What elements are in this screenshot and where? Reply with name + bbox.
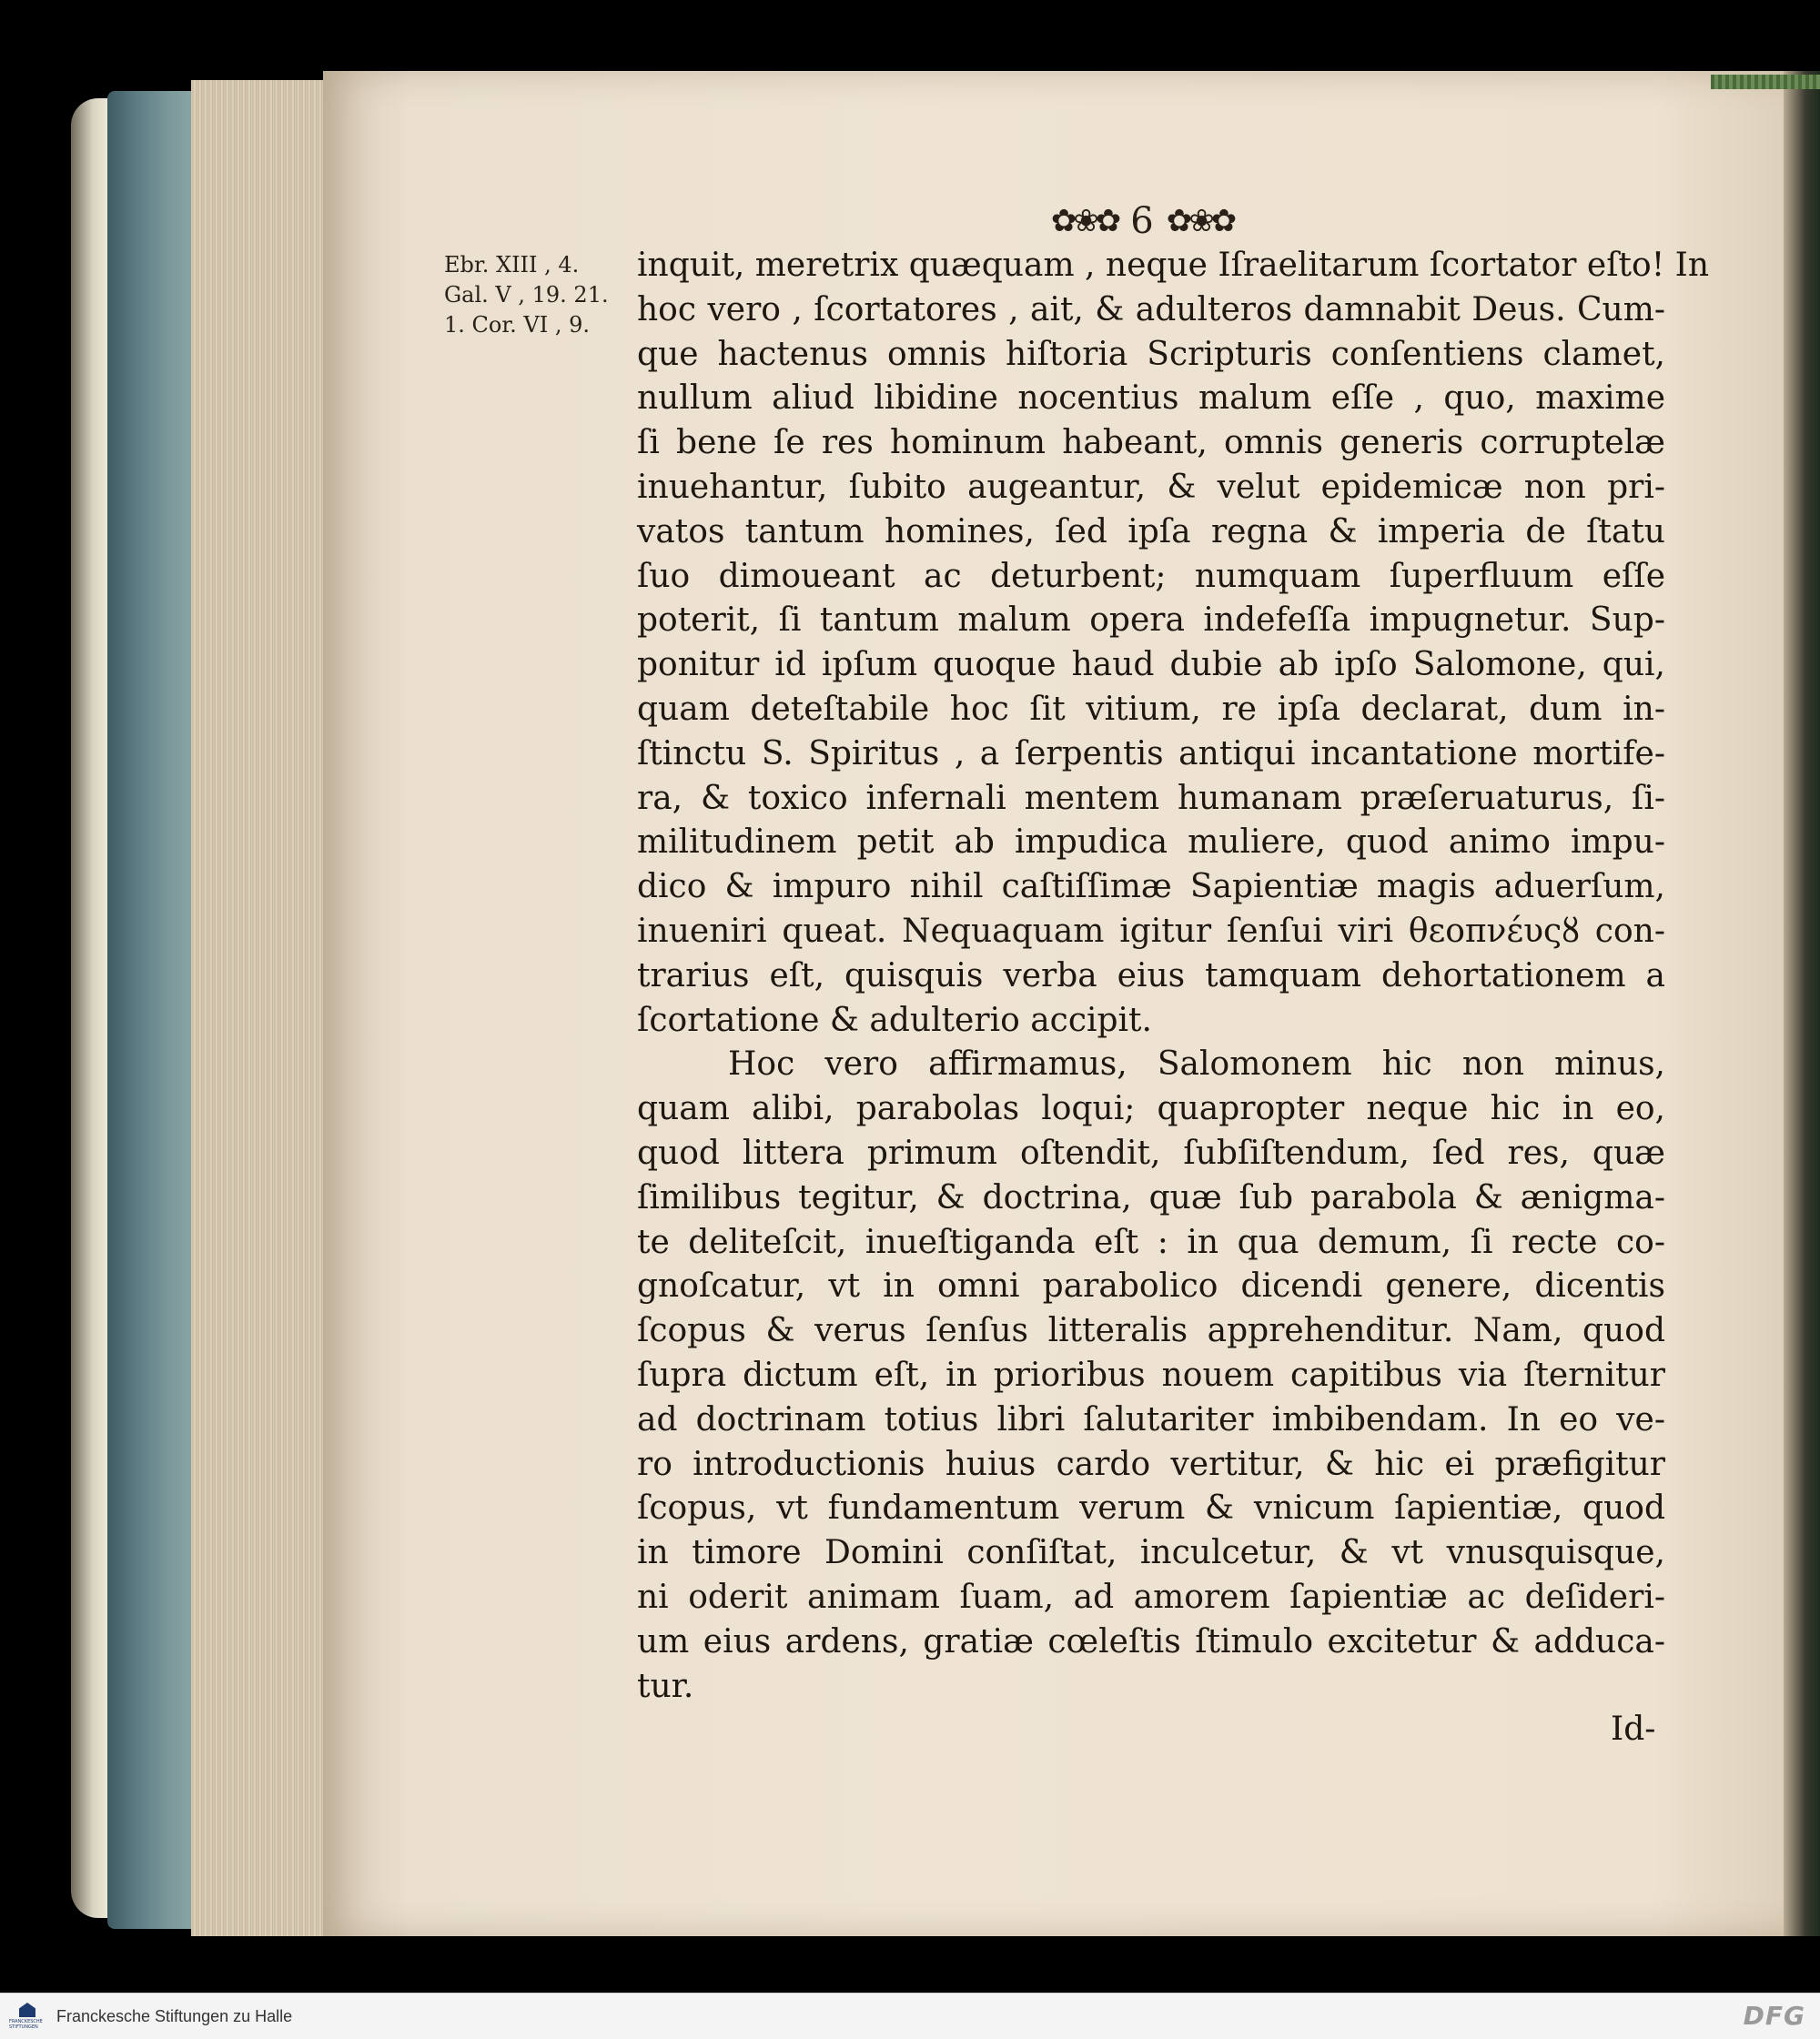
bookmark-ribbon [1711,75,1820,89]
text-line: ad doctrinam totius libri ſalutariter imbibendam. In eo ve- [637,1400,1665,1438]
text-line: inuehantur, ſubito augeantur, & velut epidemicæ non pri- [637,468,1665,506]
page-right-edge [1784,71,1820,1936]
text-line: ſi bene ſe res hominum habeant, omnis generis corruptelæ [637,424,1665,462]
text-line: hoc vero , ſcortatores , ait, & adulteros damnabit Deus. Cum- [637,290,1665,328]
text-line: inquit, meretrix quæquam , neque Iſraelitarum ſcortator eſto! In [637,247,1710,284]
institution-link[interactable]: Franckesche Stiftungen zu Halle [56,2006,293,2025]
text-line: inueniri queat. Nequaquam igitur ſenſui viri θεοπνέυςȣ con- [637,912,1665,950]
text-line: in timore Domini conſiſtat, inculcetur, & vt vnusquisque, [637,1534,1665,1572]
text-line: tur. [637,1667,694,1705]
text-line: quam alibi, parabolas loqui; quapropter neque hic in eo, [637,1090,1665,1128]
running-head [1051,198,1233,244]
text-line: ſcortatione & adulterio accipit. [637,1001,1152,1039]
text-line: um eius ardens, gratiæ cœleſtis ſtimulo excitetur & adduca- [637,1622,1665,1660]
catchword: Id- [1611,1711,1656,1748]
dfg-logo[interactable]: DFG [1743,2001,1805,2031]
margin-references [444,250,635,340]
text-line: poterit, ſi tantum malum opera indefeſſa impugnetur. Sup- [637,601,1665,640]
institution-logo-icon[interactable] [9,1998,46,2034]
text-line: quod littera primum oſtendit, ſubſiſtendum, ſed res, quæ [637,1134,1665,1172]
text-line: ſupra dictum eſt, in prioribus nouem capitibus via ſternitur [637,1356,1665,1394]
text-line: trarius eſt, quisquis verba eius tamquam dehortationem a [637,956,1665,994]
text-line: ra, & toxico infernali mentem humanam præſeruaturus, ſi- [637,779,1665,817]
text-line: que hactenus omnis hiſtoria Scripturis conſentiens clamet, [637,335,1665,373]
text-line: ſtinctu S. Spiritus , a ſerpentis antiqui incantatione mortife- [637,734,1665,772]
text-line: te deliteſcit, inueſtiganda eſt : in qua demum, ſi recte co- [637,1223,1665,1261]
text-line: quam deteſtabile hoc ſit vitium, re ipſa declarat, dum in- [637,690,1665,728]
margin-reference: 1. Cor. VI , 9. [444,312,591,338]
book-fore-edge [107,91,198,1929]
page-number: 6 [1130,200,1154,242]
text-line: ſcopus & verus ſenſus litteralis apprehenditur. Nam, quod [637,1312,1665,1350]
text-line: gnoſcatur, vt in omni parabolico dicendi genere, dicentis [637,1267,1665,1306]
body-text [637,244,1710,1709]
logo-label: FRANCKESCHE STIFTUNGEN [9,2019,43,2030]
text-line: militudinem petit ab impudica muliere, quod animo impu- [637,823,1665,862]
text-line: ponitur id ipſum quoque haud dubie ab ipſo Salomone, qui, [637,646,1665,684]
margin-reference: Ebr. XIII , 4. [444,252,580,278]
footer-bar [0,1993,1820,2039]
text-line: ro introductionis huius cardo vertitur, & hic ei præfigitur [637,1445,1665,1483]
ornament-right-icon: ✿❀✿ [1166,203,1234,239]
text-line: Hoc vero affirmamus, Salomonem hic non minus, [728,1045,1665,1084]
page-stack [191,80,337,1936]
text-line: nullum aliud libidine nocentius malum eſſe , quo, maxime [637,379,1665,418]
ornament-left-icon: ✿❀✿ [1050,203,1118,239]
building-icon [19,2003,35,2017]
margin-reference: Gal. V , 19. 21. [444,282,609,308]
text-line: ſuo dimoueant ac deturbent; numquam ſuperfluum eſſe [637,557,1665,595]
text-line: vatos tantum homines, ſed ipſa regna & imperia de ſtatu [637,512,1665,550]
text-line: ſimilibus tegitur, & doctrina, quæ ſub parabola & ænigma- [637,1178,1665,1216]
text-line: dico & impuro nihil caſtiſſimæ Sapientiæ magis aduerſum, [637,868,1665,906]
text-line: ſcopus, vt fundamentum verum & vnicum ſapientiæ, quod [637,1489,1665,1528]
text-line: ni oderit animam ſuam, ad amorem ſapientiæ ac deſideri- [637,1578,1665,1616]
